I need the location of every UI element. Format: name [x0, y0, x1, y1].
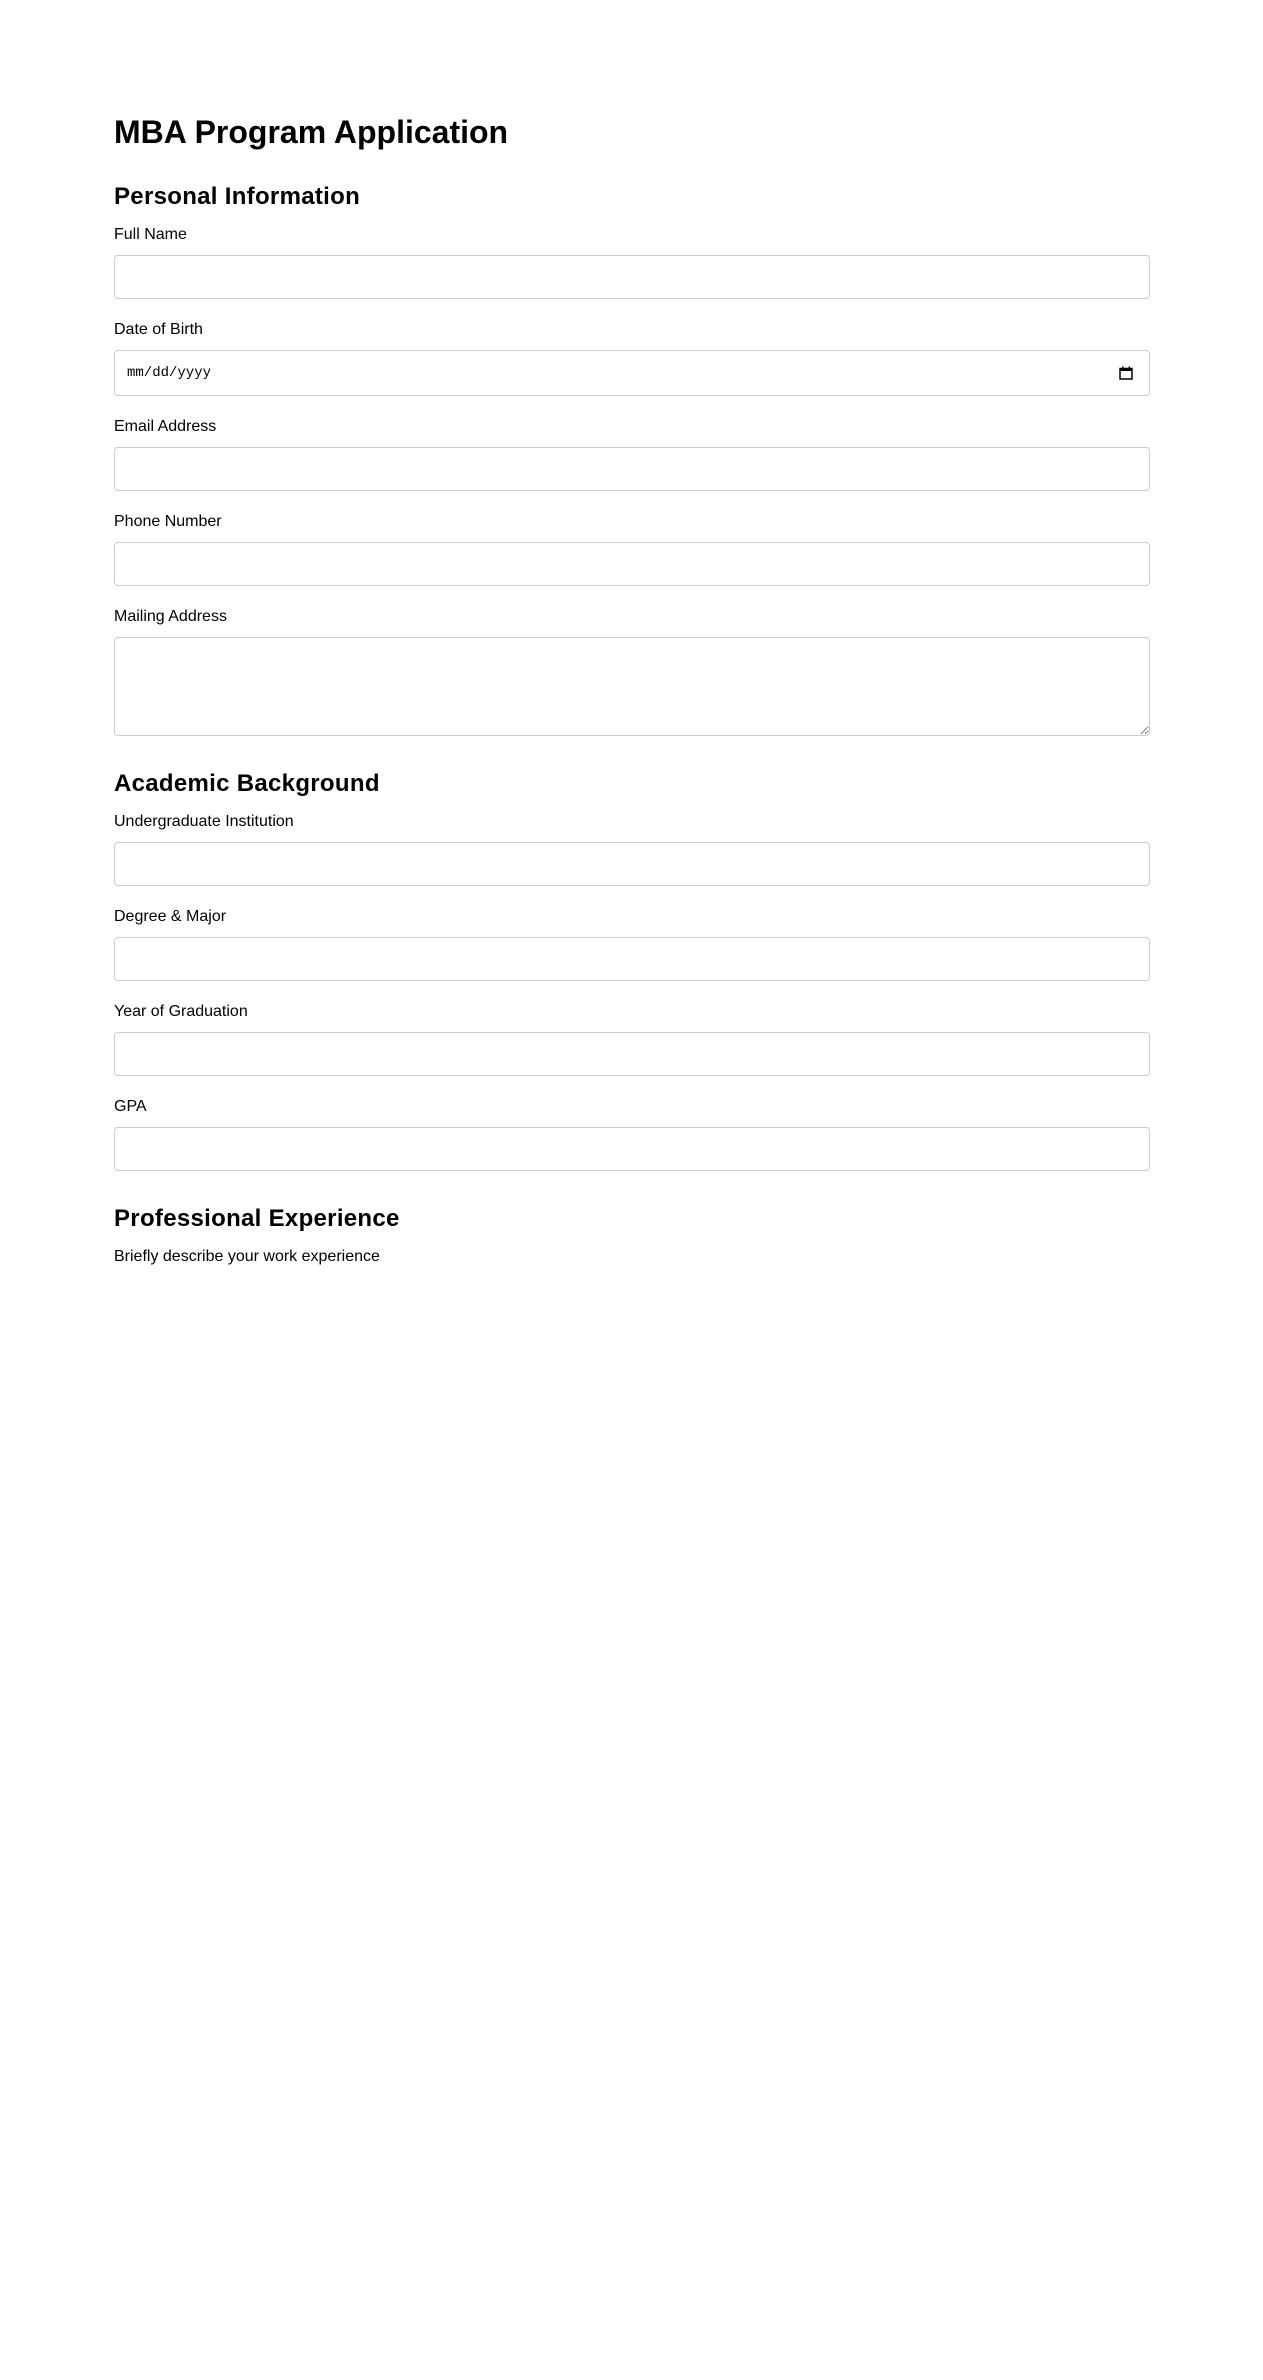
dob-input[interactable]	[114, 350, 1150, 396]
calendar-icon[interactable]	[1119, 366, 1133, 380]
dob-label: Date of Birth	[114, 321, 203, 338]
application-form	[114, 114, 1150, 1277]
mailing-address-label: Mailing Address	[114, 608, 227, 625]
institution-input[interactable]	[114, 842, 1150, 886]
page-title: MBA Program Application	[114, 114, 509, 150]
mailing-address-textarea[interactable]	[114, 637, 1150, 736]
institution-label: Undergraduate Institution	[114, 813, 294, 830]
section-heading-personal: Personal Information	[114, 183, 361, 210]
full-name-label: Full Name	[114, 226, 187, 243]
email-label: Email Address	[114, 418, 217, 435]
email-input[interactable]	[114, 447, 1150, 491]
gpa-input[interactable]	[114, 1127, 1150, 1171]
section-heading-academic: Academic Background	[114, 770, 380, 797]
phone-input[interactable]	[114, 542, 1150, 586]
dob-placeholder: mm/dd/yyyy	[127, 365, 212, 381]
degree-input[interactable]	[114, 937, 1150, 981]
work-experience-label: Briefly describe your work experience	[114, 1248, 380, 1265]
gpa-label: GPA	[114, 1098, 147, 1115]
graduation-year-input[interactable]	[114, 1032, 1150, 1076]
section-heading-professional: Professional Experience	[114, 1205, 400, 1232]
phone-label: Phone Number	[114, 513, 222, 530]
graduation-year-label: Year of Graduation	[114, 1003, 248, 1020]
full-name-input[interactable]	[114, 255, 1150, 299]
degree-label: Degree & Major	[114, 908, 227, 925]
